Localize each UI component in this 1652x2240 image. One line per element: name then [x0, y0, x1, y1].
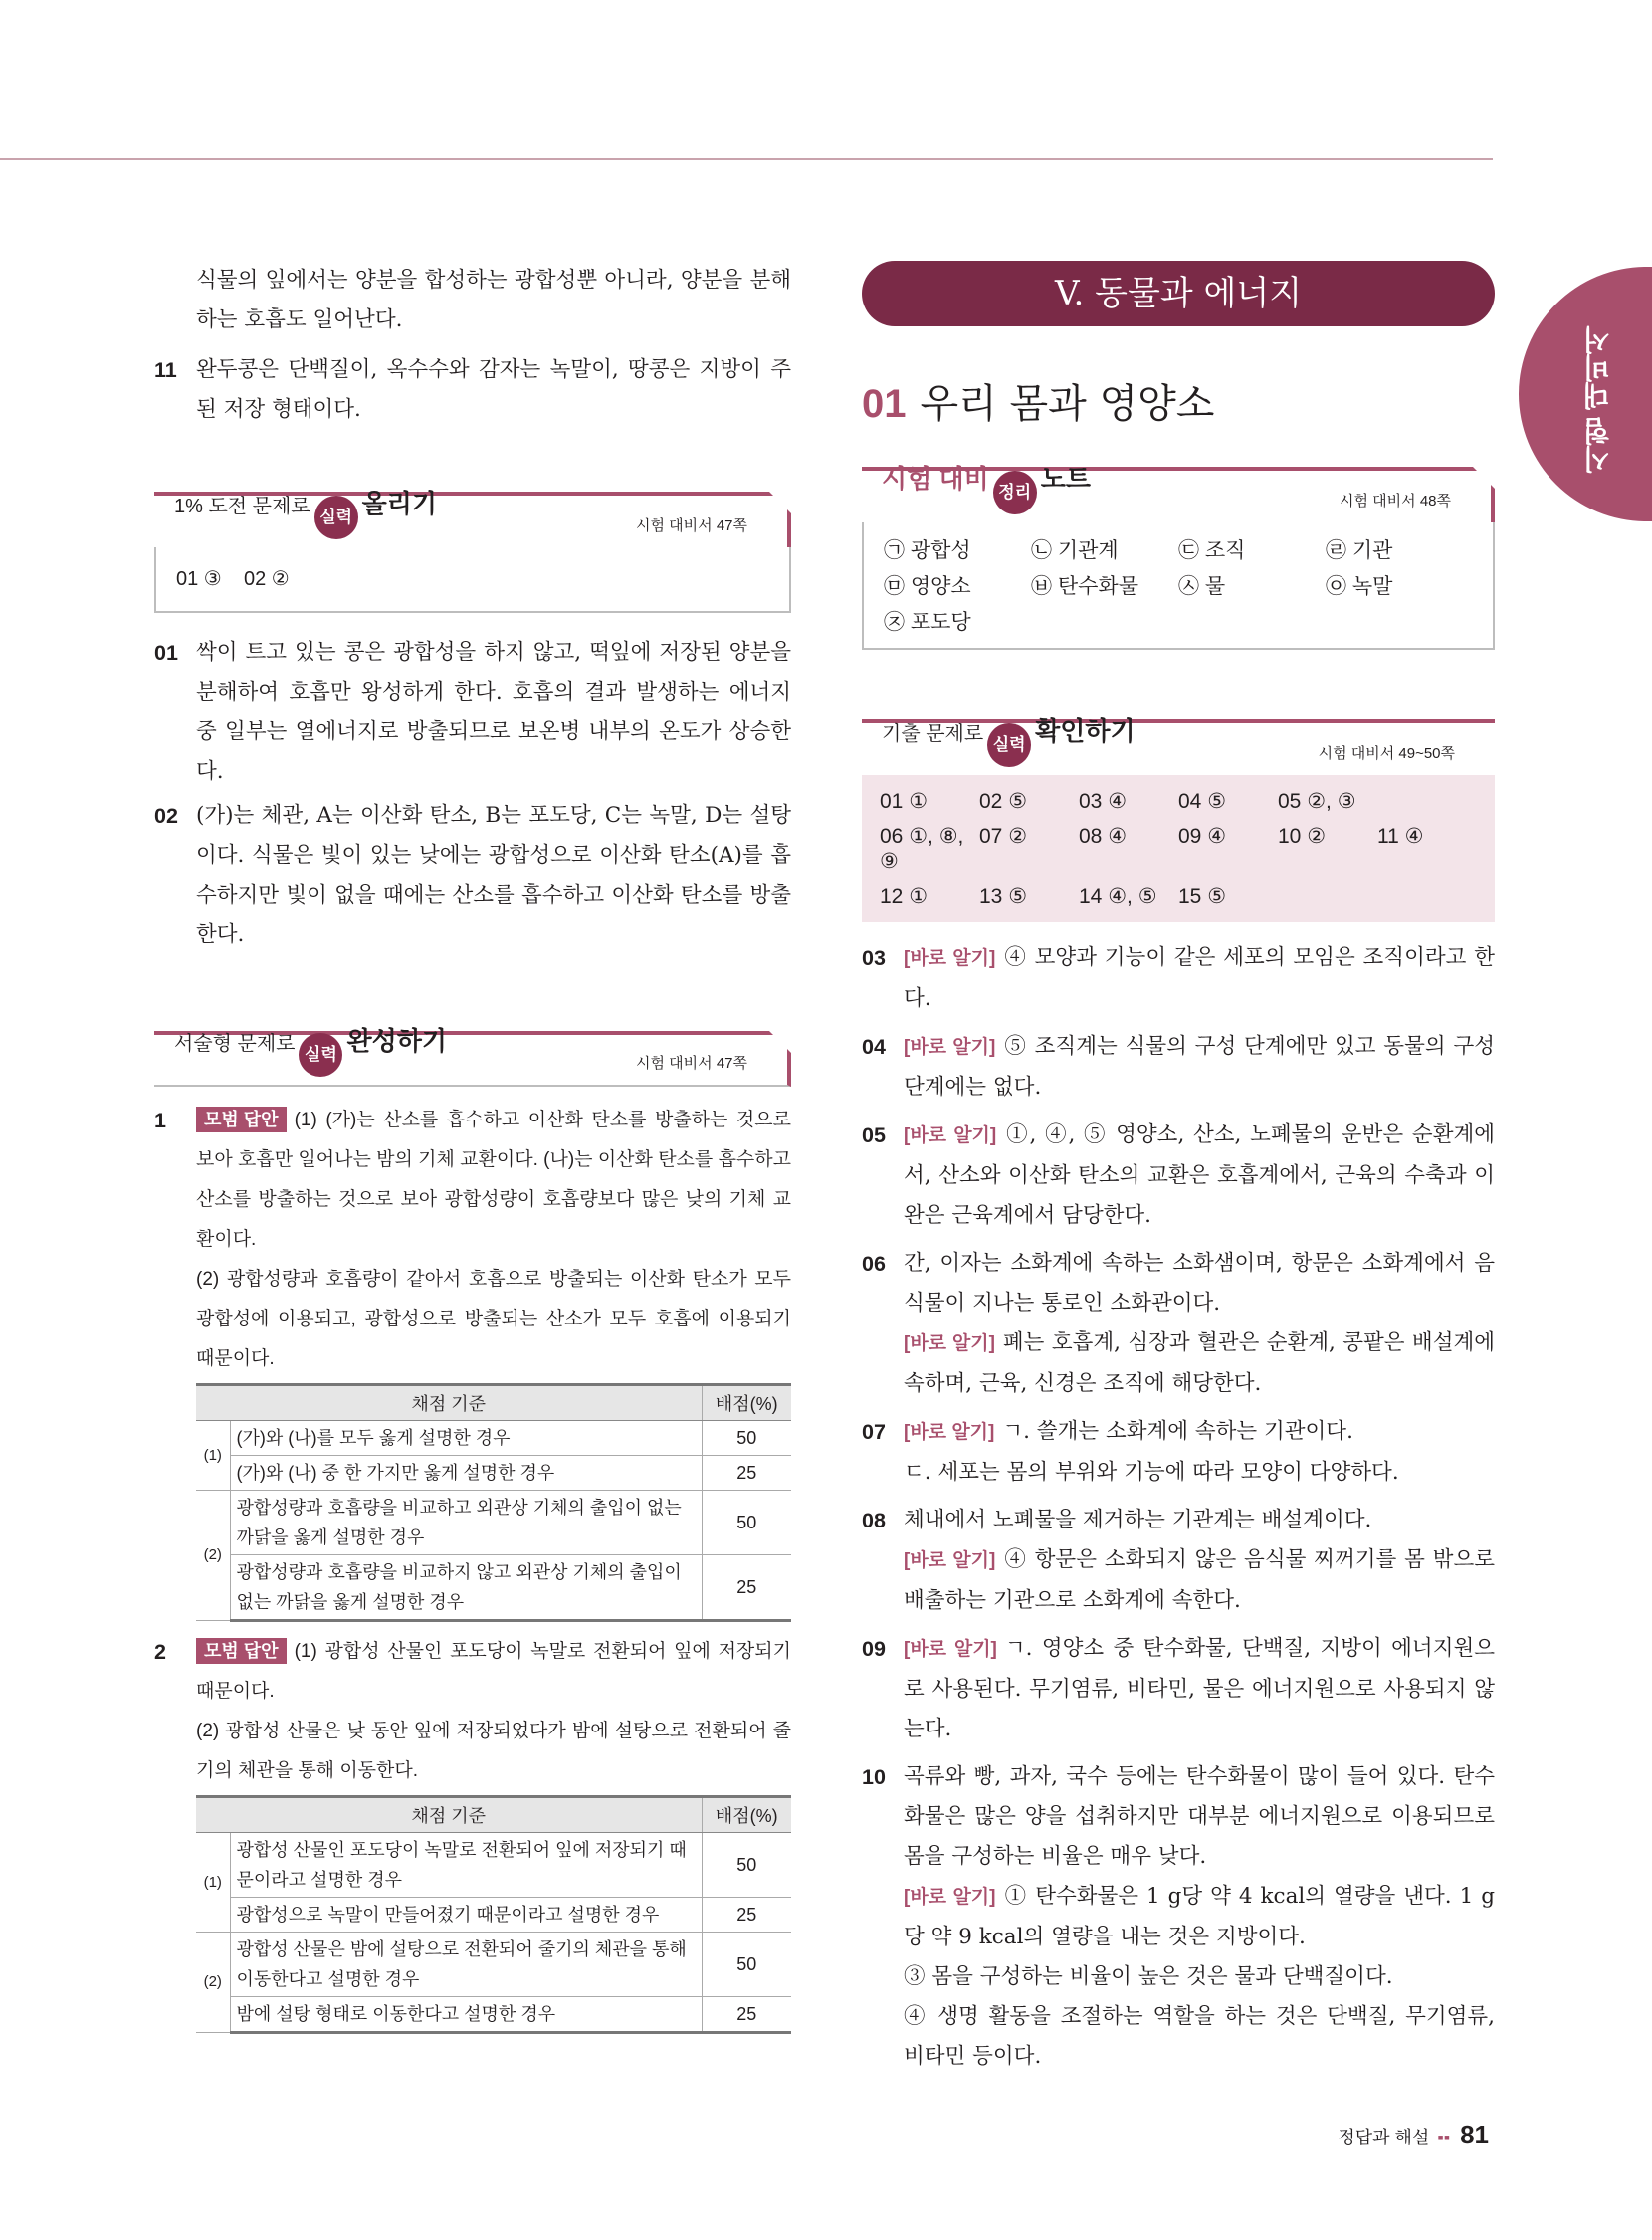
table-row: (1) 광합성 산물인 포도당이 녹말로 전환되어 잎에 저장되기 때문이라고 설명한 경우 50 — [196, 1833, 791, 1898]
exam-note-items: ㉠ 광합성 ㉡ 기관계 ㉢ 조직 ㉣ 기관 ㉤ 영양소 ㉥ 탄수화물 ㉦ 물 ㉧ 녹말 ㉨ 포도당 — [862, 522, 1495, 650]
past-exam-answers: 01 ① 02 ⑤ 03 ④ 04 ⑤ 05 ②, ③ 06 ①, ⑧, ⑨ 07 ② 08 ④ 09 ④ 10 ② 11 ④ 12 ① 13 ⑤ 14 ④, ⑤ 15 ⑤ — [862, 775, 1495, 922]
answer-06: 06 간, 이자는 소화계에 속하는 소화샘이며, 항문은 소화계에서 음식물이 지나는 통로인 소화관이다. [바로 알기] 폐는 호흡계, 심장과 혈관은 순환계, 콩팥은 배설계에 속하며, 근육, 신경은 조직에 해당한다. — [862, 1251, 1495, 1396]
answer-03: 03 [바로 알기] ④ 모양과 기능이 같은 세포의 모임은 조직이라고 한다. — [862, 945, 1495, 1011]
challenge-box — [154, 489, 791, 613]
answer-07: 07 [바로 알기] ㄱ. 쓸개는 소화계에 속하는 기관이다. ㄷ. 세포는 몸의 부위와 기능에 따라 모양이 다양하다. — [862, 1419, 1399, 1485]
table-row: 광합성량과 호흡량을 비교하지 않고 외관상 기체의 출입이 없는 까닭을 옳게 설명한 경우 25 — [196, 1555, 791, 1621]
essay-answer-2: 2 모범 답안 (1) 광합성 산물인 포도당이 녹말로 전환되어 잎에 저장되기 때문이다. (2) 광합성 산물은 낮 동안 잎에 저장되었다가 밤에 설탕으로 전환되어 줄기의 체관을 통해 이동한다. — [154, 1640, 791, 1781]
essay-answer-1: 1 모범 답안 (1) (가)는 산소를 흡수하고 이산화 탄소를 방출하는 것으로 보아 호흡만 일어나는 밤의 기체 교환이다. (나)는 이산화 탄소를 흡수하고 산소를 방출하는 것으로 보아 광합성량이 호흡량보다 많은 낮의 기체 교환이다. (2) 광합성량과 호흡량이 같아서 호흡으로 방출되는 이산화 탄소가 모두 광합성에 이용되고, 광합성으로 방출되는 산소가 모두 호흡에 이용되기 때문이다. — [154, 1109, 791, 1369]
answer-10: 10 곡류와 빵, 과자, 국수 등에는 탄수화물이 많이 들어 있다. 탄수화물은 많은 양을 섭취하지만 대부분 에너지원으로 이용되므로 몸을 구성하는 비율은 매우 낮다. [바로 알기] ① 탄수화물은 1 g당 약 4 kcal의 열량을 낸다. 1 g당 약 9 kcal의 열량을 내는 것은 지방이다. ③ 몸을 구성하는 비율이 높은 것은 물과 단백질이다. ④ 생명 활동을 조절하는 역할을 하는 것은 단백질, 무기염류, 비타민 등이다. — [862, 1764, 1495, 2069]
table-row: 밤에 설탕 형태로 이동한다고 설명한 경우 25 — [196, 1997, 791, 2033]
top-rule — [0, 158, 1493, 160]
page-number: 81 — [1460, 2120, 1489, 2149]
challenge-header: 1% 도전 문제로 실력 올리기 시험 대비서 47쪽 — [154, 492, 791, 547]
answer-09: 09 [바로 알기] ㄱ. 영양소 중 탄수화물, 단백질, 지방이 에너지원으로 사용된다. 무기염류, 비타민, 물은 에너지원으로 사용되지 않는다. — [862, 1636, 1495, 1741]
grading-table-1: 채점 기준 배점(%) (1) (가)와 (나)를 모두 옳게 설명한 경우 50 (가)와 (나) 중 한 가지만 옳게 설명한 경우 25 (2) 광합성량과 호흡량을 비교하고 외관상 기체의 출입이 없는 까닭을 옳게 설명한 경우 50 광합성량과 호흡량을 비교하지 않고 외관상 기체의 출입이 없는 까닭을 옳게 설명한 경우 25 — [196, 1383, 791, 1622]
exam-note-box — [862, 464, 1495, 650]
essay-box — [154, 1026, 791, 1087]
chapter-banner: V. 동물과 에너지 — [862, 261, 1495, 326]
page-footer: 정답과 해설 ▪▪ 81 — [1338, 2120, 1489, 2149]
table-row: (2) 광합성량과 호흡량을 비교하고 외관상 기체의 출입이 없는 까닭을 옳게 설명한 경우 50 — [196, 1491, 791, 1555]
answer-08: 08 체내에서 노폐물을 제거하는 기관계는 배설계이다. [바로 알기] ④ 항문은 소화되지 않은 음식물 찌꺼기를 몸 밖으로 배출하는 기관으로 소화계에 속한다. — [862, 1508, 1495, 1613]
grading-table-2-wrap — [154, 1795, 791, 2034]
past-exam-header: 기출 문제로 실력 확인하기 시험 대비서 49~50쪽 — [862, 719, 1495, 775]
table-row: (2) 광합성 산물은 밤에 설탕으로 전환되어 줄기의 체관을 통해 이동한다고 설명한 경우 50 — [196, 1933, 791, 1997]
left-column — [154, 261, 791, 2044]
past-exam-box — [862, 716, 1495, 922]
answer-01: 01 싹이 트고 있는 콩은 광합성을 하지 않고, 떡잎에 저장된 양분을 분해하여 호흡만 왕성하게 한다. 호흡의 결과 발생하는 에너지 중 일부는 열에너지로 방출되므로 보온병 내부의 온도가 상승한다. — [154, 640, 791, 784]
answer-05: 05 [바로 알기] ①, ④, ⑤ 영양소, 산소, 노폐물의 운반은 순환계에서, 산소와 이산화 탄소의 교환은 호흡계에서, 근육의 수축과 이완은 근육계에서 담당한다. — [862, 1122, 1496, 1228]
grading-table-2: 채점 기준 배점(%) (1) 광합성 산물인 포도당이 녹말로 전환되어 잎에 저장되기 때문이라고 설명한 경우 50 광합성으로 녹말이 만들어졌기 때문이라고 설명한 경우 25 (2) 광합성 산물은 밤에 설탕으로 전환되어 줄기의 체관을 통해 이동한다고 설명한 경우 50 밤에 설탕 형태로 이동한다고 설명한 경우 25 — [196, 1795, 791, 2034]
essay-header: 서술형 문제로 실력 완성하기 시험 대비서 47쪽 — [154, 1031, 791, 1087]
table-row: (1) (가)와 (나)를 모두 옳게 설명한 경우 50 — [196, 1421, 791, 1456]
challenge-answers: 01 ③ 02 ② — [154, 547, 791, 613]
answer-11: 11 완두콩은 단백질이, 옥수수와 감자는 녹말이, 땅콩은 지방이 주된 저장 형태이다. — [154, 357, 791, 422]
right-column — [862, 261, 1495, 2077]
grading-table-1-wrap — [154, 1383, 791, 1622]
unit-title: 01 우리 몸과 영양소 — [862, 381, 1215, 427]
intro-paragraph: 식물의 잎에서는 양분을 합성하는 광합성뿐 아니라, 양분을 분해하는 호흡도 일어난다. — [196, 268, 791, 332]
table-row: 광합성으로 녹말이 만들어졌기 때문이라고 설명한 경우 25 — [196, 1898, 791, 1933]
table-row: (가)와 (나) 중 한 가지만 옳게 설명한 경우 25 — [196, 1456, 791, 1491]
answer-04: 04 [바로 알기] ⑤ 조직계는 식물의 구성 단계에만 있고 동물의 구성 단계에는 없다. — [862, 1034, 1495, 1100]
exam-note-header: 시험 대비 정리 노트 시험 대비서 48쪽 — [862, 467, 1495, 522]
answer-02: 02 (가)는 체관, A는 이산화 탄소, B는 포도당, C는 녹말, D는 설탕이다. 식물은 빛이 있는 낮에는 광합성으로 이산화 탄소(A)를 흡수하지만 빛이 없을 때에는 산소를 흡수하고 이산화 탄소를 방출한다. — [154, 803, 791, 947]
badge: 실력 — [314, 496, 358, 539]
side-tab: 시험 대비서 — [1519, 267, 1652, 521]
